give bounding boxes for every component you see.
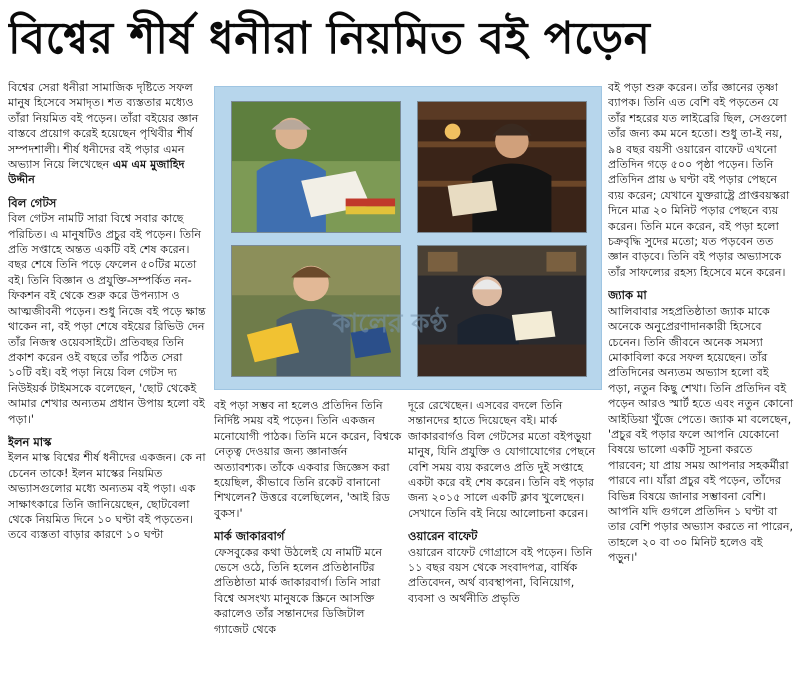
- column-4: [608, 80, 794, 680]
- column-1: [8, 80, 208, 680]
- section-heading-mark-zuckerberg: মার্ক জাকারবার্গ: [214, 529, 285, 544]
- section-heading-bill-gates: বিল গেটস: [8, 195, 57, 210]
- section-heading-jack-ma: জ্যাক মা: [608, 288, 647, 303]
- photo-warren-buffett-reading: [417, 245, 587, 377]
- newspaper-watermark: কালের কণ্ঠ: [332, 309, 448, 339]
- column-3: [408, 398, 600, 680]
- elon-musk-paragraph: ইলন মাস্ক বিশ্বের শীর্ষ ধনীদের একজন। কে না চেনেন তাকে! ইলন মাস্কের নিয়মিত অভ্যাসগুলোর মধ্যে অন্যতম বই পড়া। এক সাক্ষাৎকারে তিনি জানিয়েছেন, ছোটবেলা থেকে নিয়মিত দিনে ১০ ঘণ্টা বই পড়তেন। তবে ব্যস্ততা বাড়ার কারণে ১০ ঘণ্টা: [8, 451, 206, 542]
- section-heading-warren-buffett: ওয়ারেন বাফেট: [408, 529, 478, 544]
- photo-collage: [214, 86, 602, 390]
- headline: বিশ্বের শীর্ষ ধনীরা নিয়মিত বই পড়েন: [8, 13, 651, 64]
- jack-ma-paragraph: আলিবাবার সহপ্রতিষ্ঠাতা জ্যাক মাকে অনেকে অনুপ্রেরণাদানকারী হিসেবে চেনেন। তিনি জীবনে অনেক সমস্যা মোকাবিলা করে সফল হয়েছেন। তাঁর প্রতিদিনের অন্যতম অভ্যাস হলো বই পড়া, নতুন কিছু শেখা। তিনি প্রতিদিন বই পড়েন আরও স্মার্ট হতে এবং নতুন কোনো আইডিয়া খুঁজে পেতে। জ্যাক মা বলেছেন, 'প্রচুর বই পড়ার ফলে আপনি যেকোনো বিষয়ে ভালো একটি সূচনা করতে পারবেন; যা প্রায় সময় আপনার সহকর্মীরা পারবে না। যাঁরা প্রচুর বই পড়েন, তাঁদের বিভিন্ন বিষয়ে জানার সম্ভাবনা বেশি। আপনি যদি গুগলে প্রতিদিন ১ ঘণ্টা বা তার বেশি পড়ার অভ্যাস করতে না পারেন, তাহলে ২০ বা ৩০ মিনিট হলেও বই পড়ুন।': [608, 304, 794, 565]
- column-2: [214, 398, 402, 680]
- photo-elon-musk-reading: [417, 101, 587, 233]
- section-heading-elon-musk: ইলন মাস্ক: [8, 434, 52, 449]
- photo-mark-zuckerberg-reading: [231, 245, 401, 377]
- intro-paragraph: বিশ্বের সেরা ধনীরা সামাজিক দৃষ্টিতে সফল মানুষ হিসেবে সমাদৃত। শত ব্যস্ততার মধ্যেও তাঁরা নিয়মিত বই পড়েন। তাঁরা বইয়ের জ্ঞান বাস্তবে প্রয়োগ করেই হয়েছেন পৃথিবীর শীর্ষ সম্পদশালী। শীর্ষ ধনীদের বই পড়ার এমন অভ্যাস নিয়ে লিখেছেন এম এম মুজাহিদ উদ্দীন: [8, 81, 199, 187]
- mark-zuckerberg-paragraph-continued: দূরে রেখেছেন। এসবের বদলে তিনি সন্তানদের হাতে দিয়েছেন বই। মার্ক জাকারবার্গও বিল গেটসের মতো বইপড়ুয়া মানুষ, যিনি প্রযুক্তি ও যোগাযোগের পেছনে বেশি সময় ব্যয় করলেও প্রতি দুই সপ্তাহে একটা করে বই শেষ করেন। তিনি বই পড়ার জন্য ২০১৫ সালে একটি ক্লাব খুলেছেন। সেখানে তিনি বই নিয়ে আলোচনা করেন।: [408, 399, 596, 520]
- author-name: এম এম মুজাহিদ উদ্দীন: [8, 158, 185, 187]
- bill-gates-paragraph: বিল গেটস নামটি সারা বিশ্বে সবার কাছে পরিচিত। এ মানুষটিও প্রচুর বই পড়েন। তিনি প্রতি সপ্তাহে অন্তত একটি বই শেষ করেন। বছর শেষে তিনি পড়ে ফেলেন ৫০টির মতো বই। তিনি বিজ্ঞান ও প্রযুক্তি-সম্পর্কিত নন-ফিকশন বই থেকে শুরু করে উপন্যাস ও আত্মজীবনী পড়েন। শুধু নিজে বই পড়ে ক্ষান্ত থাকেন না, বই পড়া শেষে বইয়ের রিভিউ দেন তাঁর নিজস্ব ওয়েবসাইটে। প্রতিবছর তিনি প্রকাশ করেন ওই বছরে তাঁর পঠিত সেরা ১০টি বই। বই পড়া নিয়ে বিল গেটস দ্য নিউইয়র্ক টাইমসকে বলেছেন, 'ছোট থেকেই আমার শেখার অন্যতম প্রধান উপায় হলো বই পড়া।': [8, 212, 206, 426]
- elon-musk-paragraph-continued: বই পড়া সম্ভব না হলেও প্রতিদিন তিনি নির্দিষ্ট সময় বই পড়েন। তিনি একজন মনোযোগী পাঠক। তিনি মনে করেন, বিশ্বকে নেতৃত্ব দেওয়ার জন্য জ্ঞানার্জন অত্যাবশ্যক। তাঁকে একবার জিজ্ঞেস করা হয়েছিল, কীভাবে তিনি রকেট বানানো শিখলেন? উত্তরে বলেছিলেন, 'আই রিড বুকস।': [214, 399, 402, 520]
- mark-zuckerberg-paragraph: ফেসবুকের কথা উঠলেই যে নামটি মনে ভেসে ওঠে, তিনি হলেন প্রতিষ্ঠানটির প্রতিষ্ঠাতা মার্ক জাকারবার্গ। তিনি সারা বিশ্বে অসংখ্য মানুষকে স্ক্রিনে আসক্তি করালেও তাঁর সন্তানদের ডিজিটাল গ্যাজেট থেকে: [214, 545, 383, 636]
- photo-bill-gates-reading: [231, 101, 401, 233]
- warren-buffett-paragraph: ওয়ারেন বাফেট গোগ্রাসে বই পড়েন। তিনি ১১ বছর বয়স থেকে সংবাদপত্র, বার্ষিক প্রতিবেদন, অর্থ ব্যবস্থাপনা, বিনিয়োগ, ব্যবসা ও অর্থনীতি প্রভৃতি: [408, 545, 593, 605]
- warren-buffett-paragraph-continued: বই পড়া শুরু করেন। তাঁর জ্ঞানের তৃষ্ণা ব্যাপক। তিনি এত বেশি বই পড়তেন যে তাঁর শহরের যত লাইব্রেরি ছিল, সেগুলো তাঁর জন্য কম মনে হতো। শুধু তা-ই নয়, ৯৪ বছর বয়সী ওয়ারেন বাফেট এখনো প্রতিদিন গড়ে ৫০০ পৃষ্ঠা পড়েন। তিনি প্রতিদিন প্রায় ৬ ঘণ্টা বই পড়ার পেছনে ব্যয় করেন; যেখানে যুক্তরাষ্ট্রে প্রাপ্তবয়স্করা দিনে মাত্র ২০ মিনিট পড়ার পেছনে ব্যয় করেন। তিনি মনে করেন, বই পড়া হলো চক্রবৃদ্ধি সুদের মতো; যত পড়বেন তত জ্ঞান বাড়বে। তিনি বই পড়ার অভ্যাসকে তাঁর সাফল্যের রহস্য হিসেবে মনে করেন।: [608, 81, 790, 279]
